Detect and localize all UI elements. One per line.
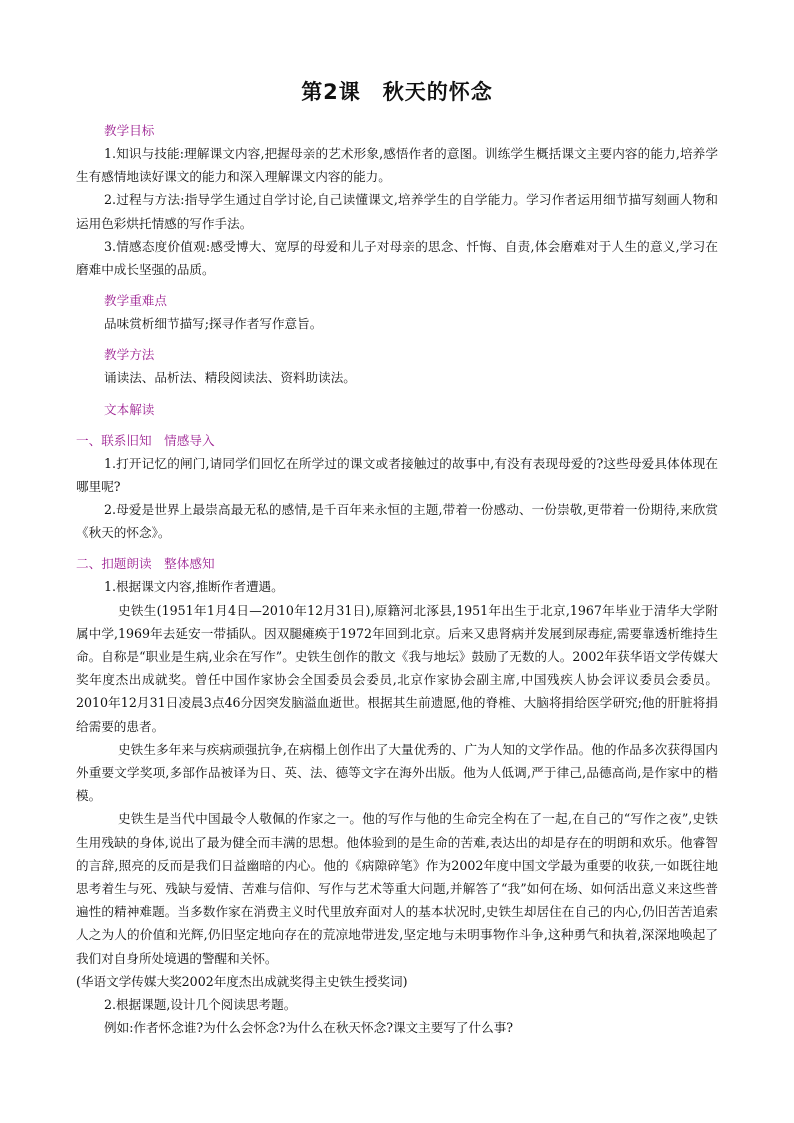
- analysis-heading: 文本解读: [104, 401, 155, 417]
- bio-paragraph: 史铁生是当代中国最令人敬佩的作家之一。他的写作与他的生命完全构在了一起,在自己的“写作之夜”,史铁生用残缺的身体,说出了最为健全而丰满的思想。他体验到的是生命的苦难,表达出的却是存在的明朗和欢乐。他睿智的言辞,照亮的反而是我们日益幽暗的内心。他的《病隙碎笔》作为2002年度中国文学最为重要的收获,一如既往地思考着生与死、残缺与爱情、苦难与信仰、写作与艺术等重大问题,并解答了“我”如何在场、如何活出意义来这些普遍性的精神难题。当多数作家在消费主义时代里放弃面对人的基本状况时,史铁生却居住在自己的内心,仍旧苦苦追索人之为人的价值和光辉,仍旧坚定地向存在的荒凉地带进发,坚定地与未明事物作斗争,这种勇气和执着,深深地唤起了我们对自身所处境遇的警醒和关怀。: [76, 811, 718, 966]
- part2-item: 1.根据课文内容,推断作者遭遇。: [104, 579, 284, 595]
- document-body: [76, 119, 718, 1040]
- part2-item: 2.根据课题,设计几个阅读思考题。: [104, 997, 297, 1013]
- key-points-text: 品味赏析细节描写;探寻作者写作意旨。: [104, 316, 323, 332]
- goal-paragraph: 1.知识与技能:理解课文内容,把握母亲的艺术形象,感悟作者的意图。训练学生概括课文主要内容的能力,培养学生有感情地读好课文的能力和深入理解课文内容的能力。: [76, 146, 718, 185]
- part1-heading: 一、联系旧知 情感导入: [76, 432, 215, 448]
- part1-paragraph: 2.母爱是世界上最崇高最无私的感情,是千百年来永恒的主题,带着一份感动、一份崇敬,更带着一份期待,来欣赏《秋天的怀念》。: [76, 502, 718, 541]
- bio-paragraph: 史铁生(1951年1月4日—2010年12月31日),原籍河北涿县,1951年出生于北京,1967年毕业于清华大学附属中学,1969年去延安一带插队。因双腿瘫痪于1972年回到北京。后来又患肾病并发展到尿毒症,需要靠透析维持生命。自称是“职业是生病,业余在写作”。史铁生创作的散文《我与地坛》鼓励了无数的人。2002年获华语文学传媒大奖年度杰出成就奖。曾任中国作家协会全国委员会委员,北京作家协会副主席,中国残疾人协会评议委员会委员。2010年12月31日凌晨3点46分因突发脑溢血逝世。根据其生前遗愿,他的脊椎、大脑将捐给医学研究;他的肝脏将捐给需要的患者。: [76, 602, 718, 734]
- part1-paragraph: 1.打开记忆的闸门,请同学们回忆在所学过的课文或者接触过的故事中,有没有表现母爱的?这些母爱具体体现在哪里呢?: [76, 455, 718, 494]
- goals-heading: 教学目标: [104, 123, 155, 138]
- method-text: 诵读法、品析法、精段阅读法、资料助读法。: [104, 370, 356, 386]
- key-points-heading: 教学重难点: [104, 293, 167, 309]
- citation: (华语文学传媒大奖2002年度杰出成就奖得主史铁生授奖词): [76, 973, 408, 989]
- bio-paragraph: 史铁生多年来与疾病顽强抗争,在病榻上创作出了大量优秀的、广为人知的文学作品。他的作品多次获得国内外重要文学奖项,多部作品被译为日、英、法、德等文字在海外出版。他为人低调,严于律己,品德高尚,是作家中的楷模。: [76, 741, 718, 804]
- goal-paragraph: 2.过程与方法:指导学生通过自学讨论,自己读懂课文,培养学生的自学能力。学习作者运用细节描写刻画人物和运用色彩烘托情感的写作手法。: [76, 192, 718, 231]
- page-title: 第2课 秋天的怀念: [301, 80, 493, 104]
- goal-paragraph: 3.情感态度价值观:感受博大、宽厚的母爱和儿子对母亲的思念、忏悔、自责,体会磨难对于人生的意义,学习在磨难中成长坚强的品质。: [76, 238, 718, 278]
- method-heading: 教学方法: [104, 347, 155, 363]
- example-questions: 例如:作者怀念谁?为什么会怀念?为什么在秋天怀念?课文主要写了什么事?: [104, 1020, 514, 1036]
- part2-heading: 二、扣题朗读 整体感知: [76, 556, 215, 572]
